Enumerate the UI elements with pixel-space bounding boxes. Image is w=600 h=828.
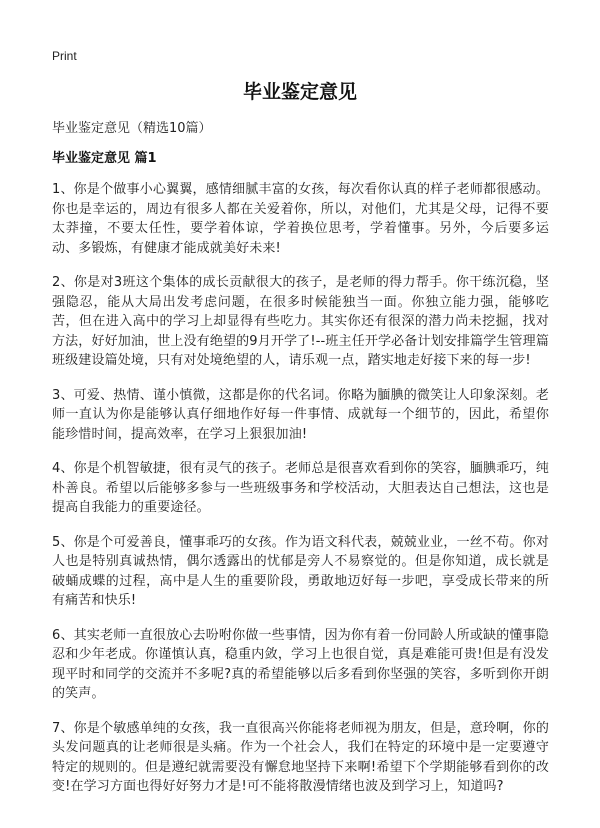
section-heading: 毕业鉴定意见 篇1	[52, 151, 157, 166]
document-subtitle: 毕业鉴定意见（精选10篇）	[52, 121, 212, 136]
paragraph-4: 4、你是个机智敏捷，很有灵气的孩子。老师总是很喜欢看到你的笑容，腼腆乖巧，纯朴善良。希望以后能够多参与一些班级事务和学校活动，大胆表达自己想法，这也是提高自我能力的重要途径。	[52, 461, 549, 515]
paragraph-3: 3、可爱、热情、谨小慎微，这都是你的代名词。你略为腼腆的微笑让人印象深刻。老师一直认为你是能够认真仔细地作好每一件事情、成就每一个细节的，因此，希望你能珍惜时间，提高效率，在学习上狠狠加油!	[52, 387, 549, 442]
print-link[interactable]: Print	[52, 49, 77, 63]
paragraph-1: 1、你是个做事小心翼翼，感情细腻丰富的女孩，每次看你认真的样子老师都很感动。你也是幸运的，周边有很多人都在关爱着你，所以，对他们，尤其是父母，记得不要太莽撞，不要太任性，要学着体谅，学着换位思考，学着懂事。另外，今后要多运动、多锻炼，有健康才能成就美好未来!	[52, 182, 549, 256]
paragraph-2: 2、你是对3班这个集体的成长贡献很大的孩子，是老师的得力帮手。你干练沉稳，坚强隐忍，能从大局出发考虑问题，在很多时候能独当一面。你独立能力强，能够吃苦，但在进入高中的学习上却显得有些吃力。其实你还有很深的潜力尚未挖掘，找对方法，好好加油，世上没有绝望的9月开学了!--班主任开学必备计划安排篇学生管理篇班级建设篇处境，只有对处境绝望的人，请乐观一点，踏实地走好接下来的每一步!	[52, 275, 549, 368]
paragraph-list	[52, 180, 549, 812]
paragraph-5: 5、你是个可爱善良，懂事乖巧的女孩。作为语文科代表，兢兢业业，一丝不苟。你对人也是特别真诚热情，偶尔透露出的忧郁是旁人不易察觉的。但是你知道，成长就是破蛹成蝶的过程，高中是人生的重要阶段，勇敢地迈好每一步吧，享受成长带来的所有痛苦和快乐!	[52, 534, 549, 608]
paragraph-6: 6、其实老师一直很放心去吩咐你做一些事情，因为你有着一份同龄人所或缺的懂事隐忍和少年老成。你谨慎认真，稳重内敛，学习上也很自觉，真是难能可贵!但是有没发现平时和同学的交流并不多呢?真的希望能够以后多看到你坚强的笑容，多听到你开朗的笑声。	[52, 627, 549, 701]
paragraph-7: 7、你是个敏感单纯的女孩，我一直很高兴你能将老师视为朋友，但是，意玲啊，你的头发问题真的让老师很是头痛。作为一个社会人，我们在特定的环境中是一定要遵守特定的规则的。但是遵纪就需要没有懈怠地坚持下来啊!希望下个学期能够看到你的改变!在学习方面也得好好努力才是!可不能将散漫情绪也波及到学习上，知道吗?	[52, 720, 549, 794]
page-title: 毕业鉴定意见	[242, 81, 357, 103]
